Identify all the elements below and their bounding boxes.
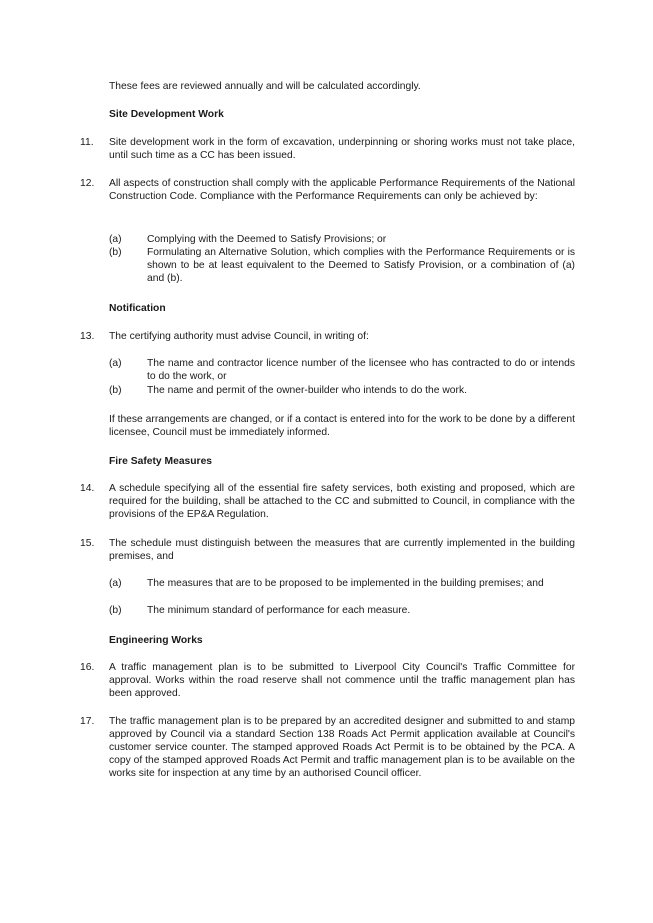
- sub-label: (a): [109, 578, 122, 589]
- sub-text: Complying with the Deemed to Satisfy Provisions; or: [147, 234, 387, 245]
- condition-text: The certifying authority must advise Council, in writing of:: [109, 331, 369, 342]
- fees-note: These fees are reviewed annually and will be calculated accordingly.: [109, 81, 421, 92]
- sub-text: The minimum standard of performance for each measure.: [147, 605, 411, 616]
- condition-12-b: [109, 246, 575, 285]
- condition-11: [80, 136, 575, 162]
- condition-13-b: [109, 384, 575, 397]
- sub-text: The name and permit of the owner-builder who intends to do the work.: [147, 385, 467, 396]
- heading-engineering-works: Engineering Works: [109, 635, 203, 646]
- condition-15-b: [109, 604, 575, 617]
- condition-number: 17.: [80, 716, 95, 727]
- condition-14: [80, 482, 575, 521]
- condition-13-a: [109, 357, 575, 383]
- sub-label: (a): [109, 234, 122, 245]
- heading-fire-safety-measures: Fire Safety Measures: [109, 456, 213, 467]
- sub-label: (b): [109, 605, 122, 616]
- condition-number: 13.: [80, 331, 95, 342]
- notification-note: If these arrangements are changed, or if a contact is entered into for the work to be done by a different licensee, Council must be immediately informed.: [109, 414, 575, 438]
- condition-number: 12.: [80, 178, 95, 189]
- heading-site-development-work: Site Development Work: [109, 109, 224, 120]
- condition-12: [80, 177, 575, 203]
- condition-15-a: [109, 577, 575, 590]
- sub-label: (b): [109, 385, 122, 396]
- condition-17: [80, 715, 575, 780]
- condition-15: [80, 537, 575, 563]
- condition-13: [80, 330, 575, 343]
- heading-notification: Notification: [109, 303, 166, 314]
- condition-number: 16.: [80, 662, 95, 673]
- condition-12-a: [109, 233, 575, 246]
- sub-text: The measures that are to be proposed to be implemented in the building premises; and: [147, 578, 544, 589]
- sub-label: (a): [109, 358, 122, 369]
- sub-label: (b): [109, 247, 122, 258]
- condition-text: The schedule must distinguish between the measures that are currently implemented in the building premises, and: [109, 538, 575, 562]
- condition-number: 11.: [80, 137, 94, 148]
- sub-text: The name and contractor licence number of the licensee who has contracted to do or intends to do the work, or: [147, 358, 575, 382]
- condition-text: The traffic management plan is to be prepared by an accredited designer and submitted to and stamp approved by Council via a standard Section 138 Roads Act Permit application available at Council's customer service counter. The stamped approved Roads Act Permit is to be obtained by the PCA. A copy of the stamped approved Roads Act Permit and traffic management plan is to be available on the works site for inspection at any time by an authorised Council officer.: [109, 716, 575, 779]
- condition-text: A schedule specifying all of the essential fire safety services, both existing and proposed, which are required for the building, shall be attached to the CC and submitted to Council, in compliance with the provisions of the EP&A Regulation.: [109, 483, 575, 520]
- condition-number: 15.: [80, 538, 95, 549]
- condition-text: Site development work in the form of excavation, underpinning or shoring works must not take place, until such time as a CC has been issued.: [109, 137, 575, 161]
- condition-number: 14.: [80, 483, 95, 494]
- sub-text: Formulating an Alternative Solution, which complies with the Performance Requirements or is shown to be at least equivalent to the Deemed to Satisfy Provision, or a combination of (a) and (b).: [147, 247, 575, 284]
- condition-text: A traffic management plan is to be submitted to Liverpool City Council's Traffic Committee for approval. Works within the road reserve shall not commence until the traffic management plan has been approved.: [109, 662, 575, 699]
- condition-16: [80, 661, 575, 700]
- condition-text: All aspects of construction shall comply with the applicable Performance Requirements of the National Construction Code. Compliance with the Performance Requirements can only be achieved by:: [109, 178, 575, 202]
